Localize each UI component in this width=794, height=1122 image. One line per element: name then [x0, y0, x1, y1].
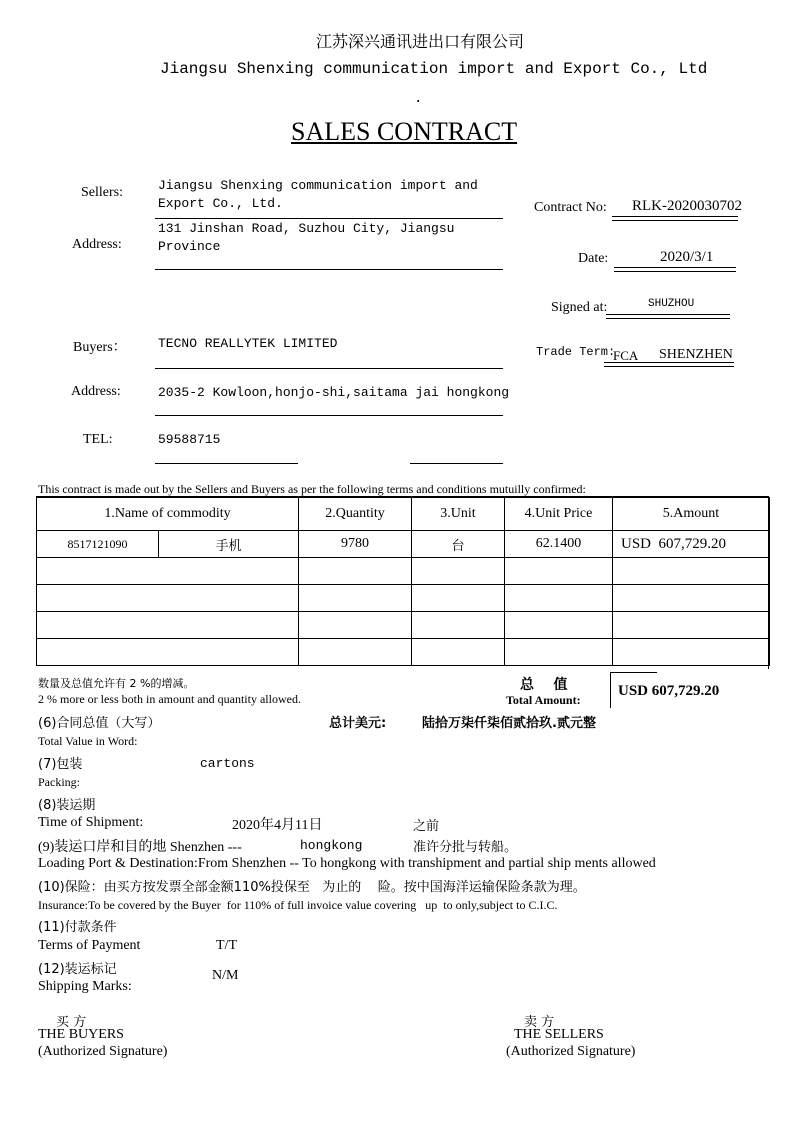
trade-term-label: Trade Term: — [536, 345, 616, 359]
sellers-address-underline — [155, 269, 503, 270]
clause9-allow: 准许分批与转船。 — [413, 840, 518, 855]
sellers-label: Sellers: — [81, 185, 123, 200]
cell-commodity-name: 手机 — [159, 531, 299, 558]
cell-unit-price: 62.1400 — [505, 531, 613, 558]
header-dot: . — [414, 91, 423, 107]
tel-label: TEL: — [83, 432, 113, 447]
clause9-cn: (9)装运口岸和目的地 Shenzhen --- — [38, 840, 242, 855]
clause8-en: Time of Shipment: — [38, 815, 144, 830]
header-amount: 5.Amount — [613, 498, 770, 531]
table-row — [37, 558, 770, 585]
sellers-address-line2: Province — [158, 239, 221, 254]
tolerance-cn: 数量及总值允许有 2 %的增减。 — [38, 677, 195, 690]
header-unit-price: 4.Unit Price — [505, 498, 613, 531]
buyers-name-underline — [155, 368, 503, 369]
trade-term-underline — [604, 362, 734, 367]
clause11-value: T/T — [216, 938, 237, 953]
clause8-date: 2020年4月11日 — [232, 818, 323, 833]
contract-date: 2020/3/1 — [660, 249, 714, 265]
company-name-cn: 江苏深兴通讯进出口有限公司 — [315, 32, 524, 51]
clause12-en: Shipping Marks: — [38, 979, 132, 994]
company-name-en: Jiangsu Shenxing communication import and Export Co., Ltd — [160, 60, 708, 78]
total-label-en: Total Amount: — [506, 693, 581, 707]
sellers-name-line1: Jiangsu Shenxing communication import and — [158, 178, 478, 193]
total-amount: USD 607,729.20 — [618, 683, 720, 699]
sellers-address-line1: 131 Jinshan Road, Suzhou City, Jiangsu — [158, 221, 455, 236]
buyers-name: TECNO REALLYTEK LIMITED — [158, 336, 338, 351]
header-unit: 3.Unit — [412, 498, 505, 531]
clause7-en: Packing: — [38, 775, 80, 789]
table-header-row — [37, 498, 770, 531]
sellers-address-label: Address: — [72, 237, 122, 252]
clause10-cn: (10)保险：由买方按发票全部金额110%投保至 为止的 险。按中国海洋运输保险条款为理。 — [38, 880, 586, 895]
clause12-cn: (12)装运标记 — [38, 962, 117, 977]
contract-no-underline — [612, 216, 738, 221]
clause8-cn: (8)装运期 — [38, 798, 96, 813]
buyers-address-label: Address: — [71, 384, 121, 399]
sellers-name-underline — [155, 218, 503, 219]
total-box-left — [610, 672, 611, 708]
cell-quantity: 9780 — [299, 531, 412, 558]
total-label-cn: 总 值 — [520, 677, 568, 693]
contract-intro: This contract is made out by the Sellers and Buyers as per the following terms and conditions mutuilly confirmed: — [38, 482, 586, 496]
clause6-words: 陆拾万柒仟柒佰贰拾玖.贰元整 — [422, 716, 596, 731]
contract-title: SALES CONTRACT — [291, 117, 518, 146]
seller-signature: (Authorized Signature) — [506, 1044, 636, 1059]
cell-hs-code: 8517121090 — [37, 531, 159, 558]
buyer-signature: (Authorized Signature) — [38, 1044, 168, 1059]
clause7-cn: (7)包装 — [38, 757, 83, 772]
table-row — [37, 612, 770, 639]
header-quantity: 2.Quantity — [299, 498, 412, 531]
clause6-usd-label: 总计美元: — [329, 716, 387, 731]
table-row — [37, 585, 770, 612]
contract-no-label: Contract No: — [534, 200, 607, 215]
buyer-sign-en: THE BUYERS — [38, 1027, 124, 1042]
cell-unit: 台 — [412, 531, 505, 558]
table-right-border — [768, 497, 769, 669]
tel-number: 59588715 — [158, 432, 221, 447]
buyer-sign-cn: 买 方 — [56, 1015, 87, 1030]
sellers-name-line2: Export Co., Ltd. — [158, 196, 283, 211]
tolerance-en: 2 % more or less both in amount and quantity allowed. — [38, 692, 301, 706]
signed-at-label: Signed at: — [551, 300, 608, 315]
clause12-value: N/M — [212, 968, 239, 983]
clause6-cn: (6)合同总值（大写） — [38, 716, 161, 731]
signed-at-underline — [606, 314, 730, 319]
total-box-top — [610, 672, 657, 673]
clause8-before: 之前 — [413, 819, 440, 834]
clause10-en: Insurance:To be covered by the Buyer for 110% of full invoice value covering up to only,subject to C.I.C. — [38, 898, 558, 912]
date-label: Date: — [578, 251, 609, 266]
buyers-address: 2035-2 Kowloon,honjo-shi,saitama jai hongkong — [158, 385, 510, 400]
clause9-en: Loading Port & Destination:From Shenzhen -- To hongkong with transhipment and partial ship ments allowed — [38, 856, 656, 871]
tel-underline-right — [410, 463, 503, 464]
clause7-value: cartons — [200, 756, 255, 771]
contract-date-underline — [614, 267, 736, 272]
cell-amount — [613, 531, 770, 558]
seller-sign-cn: 卖 方 — [524, 1015, 555, 1030]
buyers-address-underline — [155, 415, 503, 416]
cell-amount-value: 607,729.20 — [658, 535, 727, 552]
trade-term: FCA — [613, 348, 639, 363]
tel-underline — [155, 463, 298, 464]
seller-sign-en: THE SELLERS — [514, 1027, 604, 1042]
cell-currency: USD — [621, 535, 652, 552]
buyers-label: Buyers： — [73, 340, 127, 355]
signed-at-place: SHUZHOU — [648, 298, 695, 310]
trade-place: SHENZHEN — [659, 347, 733, 362]
table-row — [37, 531, 770, 558]
goods-table — [36, 497, 770, 666]
clause11-en: Terms of Payment — [38, 938, 141, 953]
table-row — [37, 639, 770, 666]
header-commodity: 1.Name of commodity — [37, 498, 299, 531]
clause11-cn: (11)付款条件 — [38, 920, 117, 935]
clause9-dest: hongkong — [300, 838, 363, 853]
clause6-en: Total Value in Word: — [38, 734, 138, 748]
contract-no: RLK-2020030702 — [632, 198, 742, 214]
